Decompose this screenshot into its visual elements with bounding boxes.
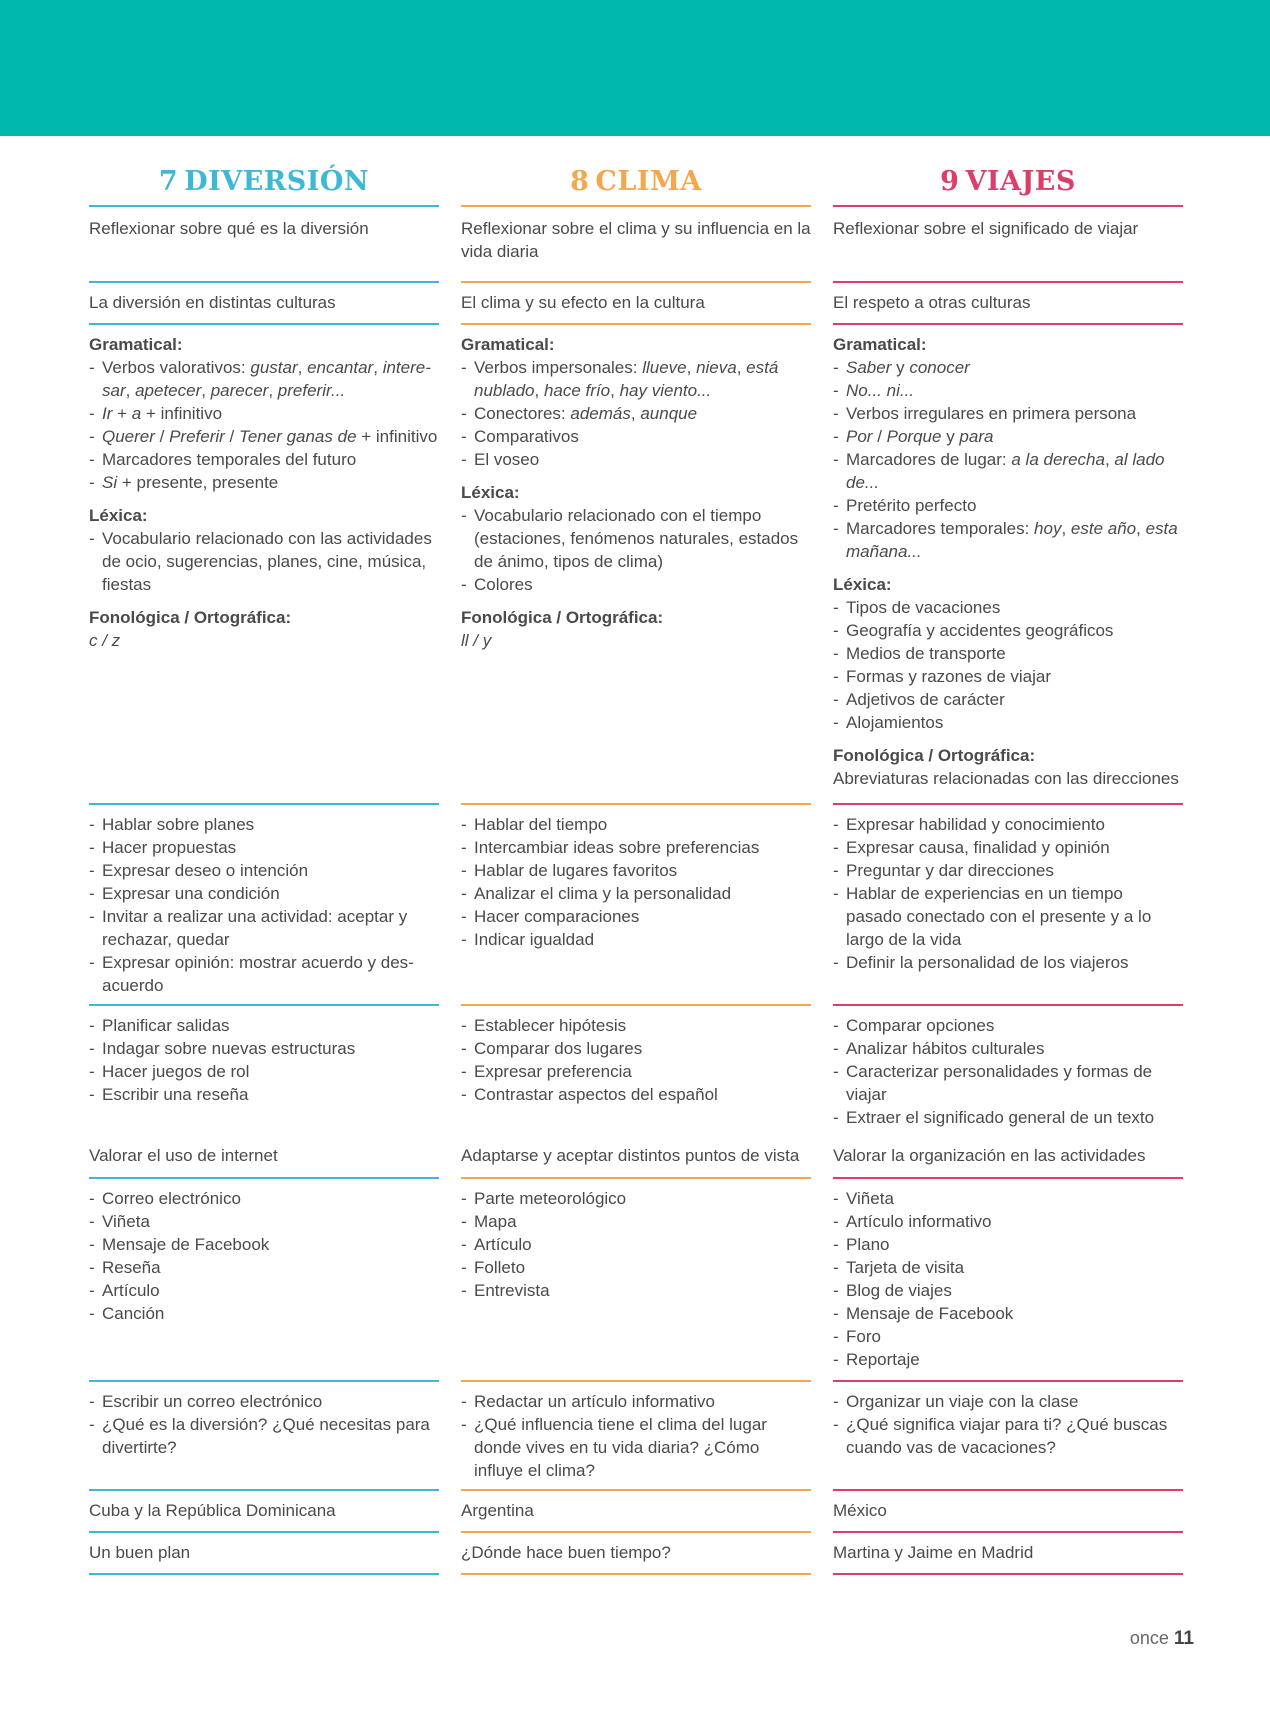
list-item: - Intercambiar ideas sobre preferencias [461,836,811,859]
list-item: - Hacer juegos de rol [89,1060,439,1083]
pais-text: México [833,1501,887,1520]
list-item: - Geografía y accidentes geográficos [833,619,1183,642]
list-item: - Expresar deseo o intención [89,859,439,882]
contenidos-block [833,333,1183,790]
list-item: - El voseo [461,448,811,471]
divider [461,803,811,805]
fonologica-text: Abreviaturas relacionadas con las direcciones [833,769,1179,788]
list-item: - Plano [833,1233,1183,1256]
list-item: - Indicar igualdad [461,928,811,951]
list-item: - Colores [461,573,811,596]
list-item: - Si + presente, presente [89,471,439,494]
list-item: - Contrastar aspectos del español [461,1083,811,1106]
list-item: - Verbos irregulares en primera persona [833,402,1183,425]
divider [89,803,439,805]
estrategias-block [89,1014,439,1106]
page-number [1130,1628,1194,1650]
estrategias-list [833,1014,1183,1129]
list-item: - Hacer propuestas [89,836,439,859]
list-item: - Adjetivos de carácter [833,688,1183,711]
gramatical-list [833,356,1183,563]
list-item: - Preguntar y dar direcciones [833,859,1183,882]
list-item: - Querer / Preferir / Tener ganas de + infinitivo [89,425,439,448]
list-item: - Comparar dos lugares [461,1037,811,1060]
list-item: - Artículo informativo [833,1210,1183,1233]
top-banner [0,0,1270,136]
divider [833,205,1183,207]
divider [89,1380,439,1382]
valor-text: Valorar la organización en las actividades [833,1146,1146,1165]
list-item: - Redactar un artículo informativo [461,1390,811,1413]
video-text: ¿Dónde hace buen tiempo? [461,1543,671,1562]
reflexion-text: Reflexionar sobre el clima y su influencia en la vida diaria [461,219,811,261]
list-item: - No... ni... [833,379,1183,402]
video-text: Un buen plan [89,1543,191,1562]
textos-list [89,1187,439,1325]
textos-block [89,1187,439,1325]
divider [89,205,439,207]
contenidos-block [89,333,439,652]
funciones-list [89,813,439,997]
unit-number: 7 [158,166,179,197]
list-item: - Alojamientos [833,711,1183,734]
list-item: - Entrevista [461,1279,811,1302]
list-item: - Blog de viajes [833,1279,1183,1302]
list-item: - Marcadores temporales: hoy, este año, esta mañana... [833,517,1183,563]
lexica-heading: Léxica: [89,506,148,525]
fonologica-text: ll / y [461,631,492,650]
unit-name: DIVERSIÓN [184,166,370,197]
list-item: - ¿Qué influencia tiene el clima del lugar donde vives en tu vida diaria? ¿Cómo influye el clima? [461,1413,811,1482]
list-item: - Comparar opciones [833,1014,1183,1037]
fonologica-heading: Fonológica / Ortográfica: [461,608,664,627]
gramatical-heading: Gramatical: [89,335,183,354]
list-item: - Saber y conocer [833,356,1183,379]
list-item: - Ir + a + infinitivo [89,402,439,425]
funciones-list [461,813,811,951]
divider [461,281,811,283]
list-item: - Tipos de vacaciones [833,596,1183,619]
list-item: - Verbos valorativos: gustar, encantar, intere-sar, apetecer, parecer, preferir... [89,356,439,402]
divider [89,1177,439,1179]
funciones-block [89,813,439,997]
list-item: - Artículo [89,1279,439,1302]
cultura-text: El respeto a otras culturas [833,293,1031,312]
list-item: - Expresar opinión: mostrar acuerdo y des-acuerdo [89,951,439,997]
list-item: - Escribir una reseña [89,1083,439,1106]
list-item: - Vocabulario relacionado con las actividades de ocio, sugerencias, planes, cine, música, fiestas [89,527,439,596]
valor-text: Valorar el uso de internet [89,1146,278,1165]
list-item: - Verbos impersonales: llueve, nieva, está nublado, hace frío, hay viento... [461,356,811,402]
list-item: - Canción [89,1302,439,1325]
list-item: - Mensaje de Facebook [89,1233,439,1256]
list-item: - Mensaje de Facebook [833,1302,1183,1325]
lexica-heading: Léxica: [461,483,520,502]
list-item: - Hablar sobre planes [89,813,439,836]
tareas-list [833,1390,1183,1459]
divider [461,1177,811,1179]
tareas-block [461,1390,811,1482]
gramatical-list [89,356,439,494]
textos-list [833,1187,1183,1371]
valor-text: Adaptarse y aceptar distintos puntos de vista [461,1146,800,1165]
list-item: - Pretérito perfecto [833,494,1183,517]
reflexion-text: Reflexionar sobre el significado de viajar [833,219,1139,238]
contenidos-block [461,333,811,652]
list-item: - Formas y razones de viajar [833,665,1183,688]
list-item: - Hablar de experiencias en un tiempo pasado conectado con el presente y a lo largo de la vida [833,882,1183,951]
list-item: - Marcadores de lugar: a la derecha, al lado de... [833,448,1183,494]
divider [461,1573,811,1575]
list-item: - Hablar de lugares favoritos [461,859,811,882]
unit-title [461,166,811,197]
tareas-block [89,1390,439,1459]
pais-text: Argentina [461,1501,534,1520]
list-item: - Marcadores temporales del futuro [89,448,439,471]
lexica-heading: Léxica: [833,575,892,594]
cultura-text: El clima y su efecto en la cultura [461,293,705,312]
unit-number: 8 [570,166,590,197]
funciones-block [833,813,1183,974]
estrategias-list [89,1014,439,1106]
textos-block [461,1187,811,1302]
gramatical-heading: Gramatical: [833,335,927,354]
list-item: - Invitar a realizar una actividad: aceptar y rechazar, quedar [89,905,439,951]
list-item: - Expresar preferencia [461,1060,811,1083]
divider [461,1004,811,1006]
list-item: - Escribir un correo electrónico [89,1390,439,1413]
divider [461,1380,811,1382]
divider [833,1573,1183,1575]
unit-number: 9 [940,166,960,197]
list-item: - Hablar del tiempo [461,813,811,836]
reflexion-text: Reflexionar sobre qué es la diversión [89,219,369,238]
lexica-list [461,504,811,596]
list-item: - Caracterizar personalidades y formas de viajar [833,1060,1183,1106]
funciones-list [833,813,1183,974]
estrategias-block [833,1014,1183,1129]
lexica-list [89,527,439,596]
list-item: - Viñeta [833,1187,1183,1210]
list-item: - Parte meteorológico [461,1187,811,1210]
divider [89,1531,439,1533]
fonologica-heading: Fonológica / Ortográfica: [833,746,1036,765]
lexica-list [833,596,1183,734]
list-item: - Hacer comparaciones [461,905,811,928]
list-item: - Analizar el clima y la personalidad [461,882,811,905]
page-number-digit: 11 [1173,1628,1194,1649]
divider [89,281,439,283]
list-item: - Artículo [461,1233,811,1256]
divider [833,1004,1183,1006]
list-item: - ¿Qué es la diversión? ¿Qué necesitas para divertirte? [89,1413,439,1459]
divider [461,1489,811,1491]
list-item: - Organizar un viaje con la clase [833,1390,1183,1413]
unit-title [833,166,1183,197]
list-item: - Foro [833,1325,1183,1348]
divider [833,803,1183,805]
list-item: - Expresar habilidad y conocimiento [833,813,1183,836]
list-item: - Correo electrónico [89,1187,439,1210]
divider [89,323,439,325]
unit-name: VIAJES [965,166,1076,197]
list-item: - Extraer el significado general de un texto [833,1106,1183,1129]
divider [833,1177,1183,1179]
estrategias-list [461,1014,811,1106]
divider [89,1489,439,1491]
tareas-list [89,1390,439,1459]
list-item: - Reportaje [833,1348,1183,1371]
fonologica-heading: Fonológica / Ortográfica: [89,608,292,627]
divider [833,1489,1183,1491]
list-item: - Mapa [461,1210,811,1233]
cultura-text: La diversión en distintas culturas [89,293,336,312]
divider [461,205,811,207]
list-item: - Expresar causa, finalidad y opinión [833,836,1183,859]
list-item: - Establecer hipótesis [461,1014,811,1037]
tareas-block [833,1390,1183,1459]
page-number-word: once [1129,1628,1169,1648]
tareas-list [461,1390,811,1482]
divider [833,1380,1183,1382]
divider [89,1573,439,1575]
gramatical-heading: Gramatical: [461,335,555,354]
list-item: - ¿Qué significa viajar para ti? ¿Qué buscas cuando vas de vacaciones? [833,1413,1183,1459]
unit-name: CLIMA [595,166,702,197]
divider [461,1531,811,1533]
divider [461,323,811,325]
textos-list [461,1187,811,1302]
list-item: - Expresar una condición [89,882,439,905]
list-item: - Vocabulario relacionado con el tiempo (estaciones, fenómenos naturales, estados de ánimo, tipos de clima) [461,504,811,573]
divider [833,281,1183,283]
list-item: - Conectores: además, aunque [461,402,811,425]
list-item: - Reseña [89,1256,439,1279]
divider [833,323,1183,325]
list-item: - Comparativos [461,425,811,448]
list-item: - Analizar hábitos culturales [833,1037,1183,1060]
divider [89,1004,439,1006]
list-item: - Planificar salidas [89,1014,439,1037]
video-text: Martina y Jaime en Madrid [833,1543,1034,1562]
estrategias-block [461,1014,811,1106]
unit-title [89,166,439,197]
list-item: - Viñeta [89,1210,439,1233]
list-item: - Folleto [461,1256,811,1279]
list-item: - Medios de transporte [833,642,1183,665]
funciones-block [461,813,811,951]
gramatical-list [461,356,811,471]
fonologica-text: c / z [89,631,121,650]
list-item: - Definir la personalidad de los viajeros [833,951,1183,974]
divider [833,1531,1183,1533]
pais-text: Cuba y la República Dominicana [89,1501,336,1520]
list-item: - Indagar sobre nuevas estructuras [89,1037,439,1060]
list-item: - Tarjeta de visita [833,1256,1183,1279]
list-item: - Por / Porque y para [833,425,1183,448]
textos-block [833,1187,1183,1371]
